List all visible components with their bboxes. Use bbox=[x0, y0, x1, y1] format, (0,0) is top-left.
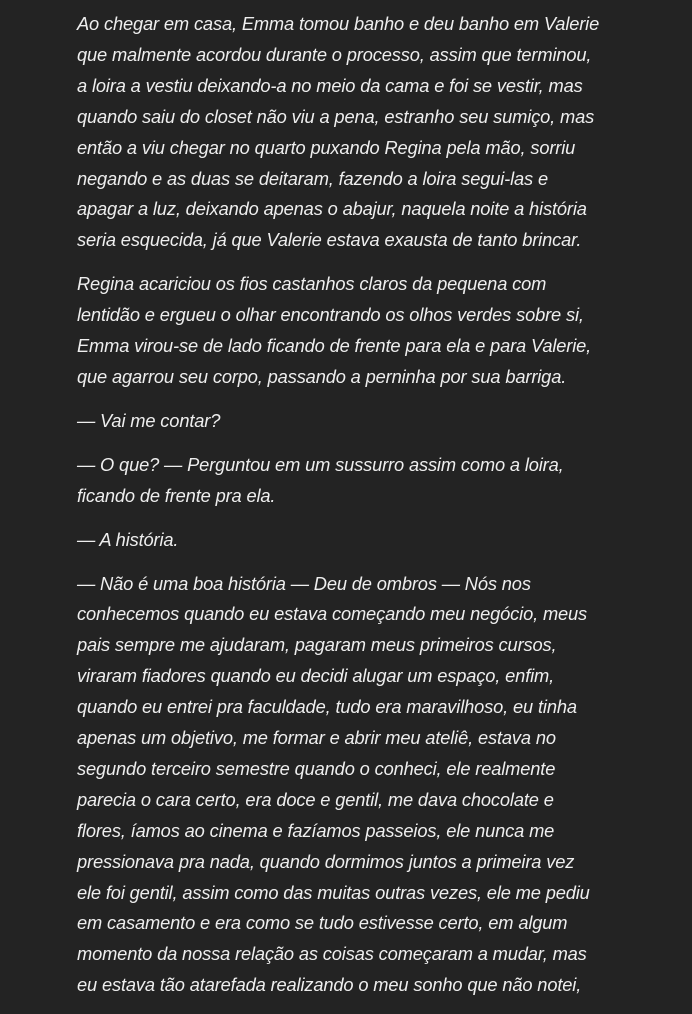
text-line: em casamento e era como se tudo estivesse certo, em algum bbox=[77, 912, 568, 934]
paragraph-4 bbox=[77, 450, 637, 512]
text-line: eu estava tão atarefada realizando o meu sonho que não notei, bbox=[77, 974, 582, 996]
text-line: quando eu entrei pra faculdade, tudo era maravilhoso, eu tinha bbox=[77, 696, 577, 718]
paragraph-3 bbox=[77, 406, 637, 437]
text-line: conhecemos quando eu estava começando meu negócio, meus bbox=[77, 603, 588, 625]
text-line: segundo terceiro semestre quando o conheci, ele realmente bbox=[77, 757, 556, 779]
text-line: que malmente acordou durante o processo, assim que terminou, bbox=[77, 43, 592, 65]
text-line: — A história. bbox=[77, 528, 179, 550]
text-line: Emma virou-se de lado ficando de frente para ela e para Valerie, bbox=[77, 335, 592, 357]
text-line: — Vai me contar? bbox=[77, 409, 221, 431]
text-line: — O que? — Perguntou em um sussurro assim como a loira, bbox=[77, 453, 564, 475]
paragraph-1 bbox=[77, 9, 637, 256]
text-line: momento da nossa relação as coisas começaram a mudar, mas bbox=[77, 943, 587, 965]
text-line: pais sempre me ajudaram, pagaram meus primeiros cursos, bbox=[77, 634, 557, 656]
text-line: quando saiu do closet não viu a pena, estranho seu sumiço, mas bbox=[77, 105, 595, 127]
text-line: a loira a vestiu deixando-a no meio da cama e foi se vestir, mas bbox=[77, 74, 583, 96]
text-line: viraram fiadores quando eu decidi alugar um espaço, enfim, bbox=[77, 665, 555, 687]
text-line: que agarrou seu corpo, passando a perninha por sua barriga. bbox=[77, 365, 567, 387]
paragraph-2 bbox=[77, 269, 637, 393]
text-line: apenas um objetivo, me formar e abrir meu ateliê, estava no bbox=[77, 727, 556, 749]
text-line: então a viu chegar no quarto puxando Regina pela mão, sorriu bbox=[77, 136, 576, 158]
text-line: pressionava pra nada, quando dormimos juntos a primeira vez bbox=[77, 850, 575, 872]
text-line: negando e as duas se deitaram, fazendo a loira segui-las e bbox=[77, 167, 548, 189]
text-line: ele foi gentil, assim como das muitas outras vezes, ele me pediu bbox=[77, 881, 590, 903]
text-line: seria esquecida, já que Valerie estava exausta de tanto brincar. bbox=[77, 229, 582, 251]
text-line: flores, íamos ao cinema e fazíamos passeios, ele nunca me bbox=[77, 819, 555, 841]
story-text bbox=[77, 9, 637, 1014]
text-line: apagar a luz, deixando apenas o abajur, naquela noite a história bbox=[77, 198, 587, 220]
text-line: Ao chegar em casa, Emma tomou banho e deu banho em Valerie bbox=[77, 13, 600, 34]
paragraph-6 bbox=[77, 569, 637, 1002]
text-line: Regina acariciou os fios castanhos claros da pequena com bbox=[77, 273, 547, 295]
text-line: ficando de frente pra ela. bbox=[77, 484, 276, 506]
text-line: lentidão e ergueu o olhar encontrando os olhos verdes sobre si, bbox=[77, 304, 584, 326]
text-line: parecia o cara certo, era doce e gentil, me dava chocolate e bbox=[77, 788, 554, 810]
text-line: — Não é uma boa história — Deu de ombros — Nós nos bbox=[77, 572, 531, 594]
paragraph-5 bbox=[77, 525, 637, 556]
